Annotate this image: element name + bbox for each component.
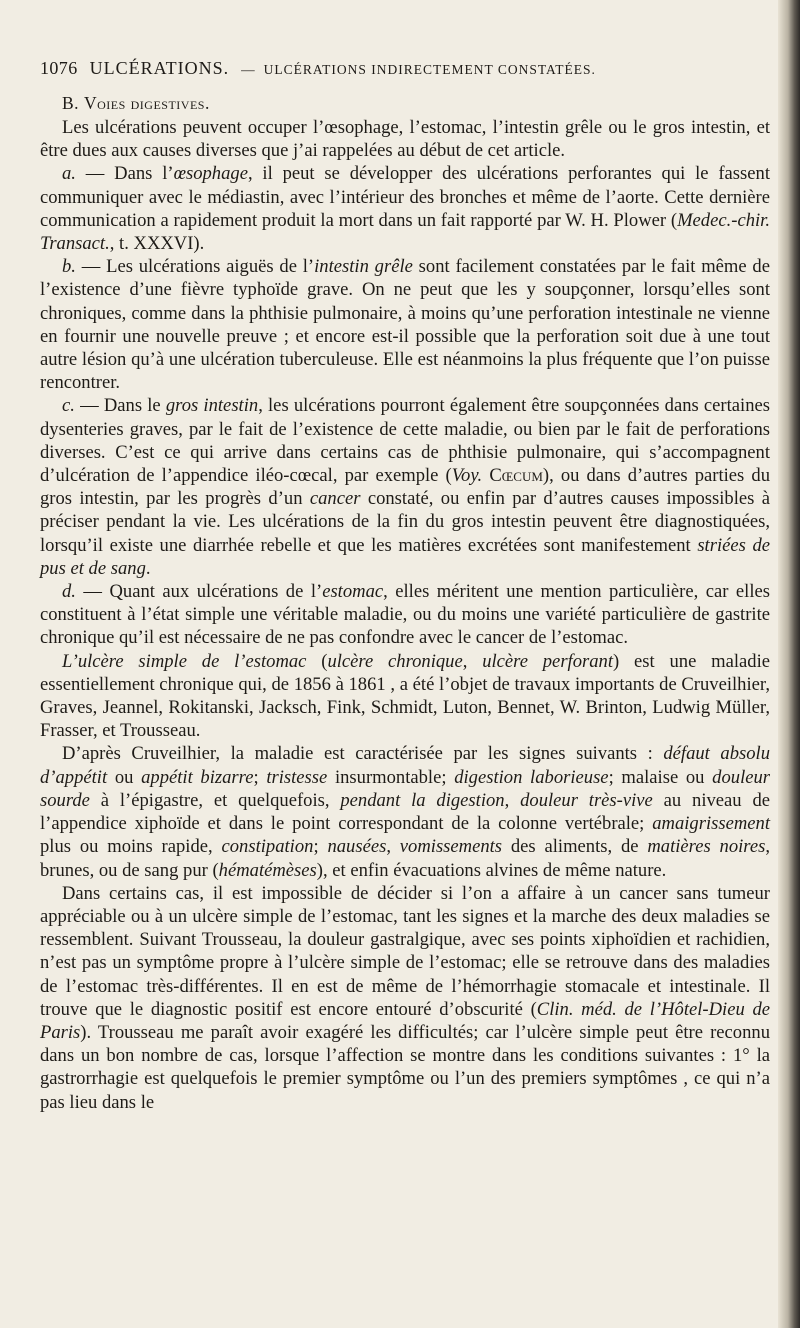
text-run: , xyxy=(386,836,400,858)
italic-text: nausées xyxy=(327,836,387,858)
paragraph xyxy=(40,394,770,580)
italic-text: intestin grêle xyxy=(314,256,413,278)
text-run: Les ulcérations peuvent occuper l’œsophage, l’estomac, l’intestin grêle ou le gros intestin, et être dues aux causes diverses que j’ai rappelées au début de cet article. xyxy=(40,117,770,162)
text-run: à l’épigastre, et quelquefois, xyxy=(89,789,341,811)
text-run: ), et enfin évacuations alvines de même nature. xyxy=(316,859,667,881)
italic-text: œsophage xyxy=(173,163,248,185)
paragraph xyxy=(40,116,770,162)
italic-text: ulcère perforant xyxy=(482,650,614,672)
italic-text: pendant la digestion xyxy=(340,789,505,811)
text-run: — Dans le xyxy=(74,395,166,417)
italic-text: L’ xyxy=(62,650,78,672)
header-subtitle: ULCÉRATIONS INDIRECTEMENT CONSTATÉES. xyxy=(263,62,596,77)
text-run: Dans certains cas, il est impossible de décider si l’on a affaire à un cancer sans tumeur appréciable ou à un ulcère simple de l’estomac, tant les signes et la marche des deux maladies se ressemblent. Suivant Trousseau, la douleur gastralgique, avec ses points xiphoïdien et rachidien, n’est pas un symptôme propre à l’ulcère simple de l’estomac; elle se retrouve dans des maladies de l’estomac très-différentes. Il en est de même de l’hémorrhagie stomacale et intestinale. Il trouve que le diagnostic positif est encore entouré d’obscurité ( xyxy=(40,882,770,1020)
small-caps-text: Cœcum xyxy=(489,465,543,487)
body-text xyxy=(40,116,770,1114)
text-run: D’après Cruveilhier, la maladie est caractérisée par les signes suivants : xyxy=(62,743,664,765)
text-run: plus ou moins rapide, xyxy=(40,836,222,858)
italic-text: ulcère chronique xyxy=(327,650,463,672)
italic-text: appétit bizarre xyxy=(141,766,254,788)
text-run: — Les ulcérations aiguës de l’ xyxy=(75,256,315,278)
italic-text: Medec.-chir. Transact. xyxy=(40,209,770,255)
italic-text: défaut absolu d’appétit xyxy=(40,743,770,788)
text-run: ). Trousseau me paraît avoir exagéré les difficultés; car l’ulcère simple peut être reconnu dans un bon nombre de cas, lorsque l’affection se montre dans les conditions suivantes : 1° la gastrorrhagie est quelquefois le premier symptôme ou l’un des premiers symptômes , ce qui n’a pas lieu dans le xyxy=(40,1021,770,1113)
italic-text: hématémèses xyxy=(218,859,317,881)
text-run: ( xyxy=(306,650,328,672)
italic-text: douleur sourde xyxy=(40,766,771,811)
text-run: sont facilement constatées par le fait même de l’existence d’une fièvre typhoïde grave. On ne peut que les y soupçonner, lorsqu’elles sont chroniques, comme dans la phthisie pulmonaire, à moins qu’une perforation intestinale ne vienne en fournir une nouvelle preuve ; et encore est-il possible que la perforation soit due à une tout autre lésion qu’à une ulcération tuberculeuse. Elle est néanmoins la plus fréquente que l’on puisse rencontrer. xyxy=(40,256,770,394)
page-edge-shadow xyxy=(778,0,800,1328)
text-run: ; xyxy=(253,766,267,788)
italic-text: cancer xyxy=(309,488,361,510)
section-letter: B. xyxy=(62,93,80,113)
header-separator: — xyxy=(241,62,256,77)
paragraph xyxy=(40,650,770,743)
italic-text: estomac xyxy=(322,581,384,603)
text-run: , elles méritent une mention particulière, car elles constituent à l’état simple une véritable maladie, ou du moins une variété particulière de gastrite chronique qu’il est nécessaire de ne pas confondre avec le cancer de l’estomac. xyxy=(40,581,770,649)
italic-text: a. xyxy=(62,163,76,185)
italic-text: Voy. xyxy=(451,465,483,487)
italic-text: Clin. méd. de l’Hôtel-Dieu de Paris xyxy=(40,998,770,1043)
text-run: , xyxy=(504,789,521,811)
paragraph xyxy=(40,742,770,881)
italic-text: amaigrissement xyxy=(652,813,770,835)
italic-text: b. xyxy=(62,256,76,278)
italic-text: tristesse xyxy=(266,766,328,788)
text-run: , il peut se développer des ulcérations perforantes qui le fassent communiquer avec le médiastin, avec l’intérieur des bronches et même de l’aorte. Cette dernière communication a rapidement produit la mort dans un fait rapporté par W. H. Plower ( xyxy=(40,163,770,231)
page-number: 1076 xyxy=(40,58,78,78)
text-run: constaté, ou enfin par d’autres causes impossibles à préciser pendant la vie. Les ulcérations de la fin du gros intestin peuvent être diagnostiquées, lorsqu’il existe une diarrhée rebelle et que les matières excrétées sont manifestement xyxy=(40,488,770,556)
italic-text: vomissements xyxy=(399,836,503,858)
text-run: , t. XXXVI). xyxy=(109,233,205,255)
italic-text: digestion laborieuse xyxy=(454,766,609,788)
italic-text: douleur très-vive xyxy=(520,789,653,811)
text-run: . xyxy=(145,557,151,579)
text-run: ) est une maladie essentiellement chronique qui, de 1856 à 1861 , a été l’objet de travaux importants de Cruveilhier, Graves, Jeannel, Rokitanski, Jacksch, Fink, Schmidt, Luton, Bennet, W. Brinton, Ludwig Müller, Frasser, et Trousseau. xyxy=(40,650,770,742)
italic-text: striées de pus et de sang xyxy=(40,534,770,579)
text-run: , les ulcérations pourront également être soupçonnées dans certaines dysenteries graves, par le fait de l’existence de cette maladie, ou bien par le fait de perforations diverses. C’est ce qui arrive dans certains cas de phthisie pulmonaire, qui s’accompagnent d’ulcération de l’appendice iléo-cœcal, par exemple ( xyxy=(40,395,770,487)
text-run: ; xyxy=(313,836,328,858)
italic-text: d. xyxy=(62,581,76,603)
paragraph xyxy=(40,882,770,1114)
italic-text: matières noires xyxy=(647,836,766,858)
book-page xyxy=(40,58,770,1114)
section-heading xyxy=(62,93,770,114)
italic-text: c. xyxy=(62,395,75,417)
italic-text: ulcère simple de l’estomac xyxy=(77,650,307,672)
text-run: , xyxy=(462,650,483,672)
text-run: , brunes, ou de sang pur ( xyxy=(40,836,771,881)
italic-text: constipation xyxy=(221,836,314,858)
paragraph xyxy=(40,255,770,394)
section-title: Voies digestives. xyxy=(83,93,210,113)
text-run: ou xyxy=(107,766,142,788)
text-run: des aliments, de xyxy=(502,836,648,858)
text-run: — Quant aux ulcérations de l’ xyxy=(75,581,323,603)
text-run: — Dans l’ xyxy=(75,163,174,185)
header-title: ULCÉRATIONS. xyxy=(89,58,230,78)
text-run: ; malaise ou xyxy=(608,766,713,788)
text-run: insurmontable; xyxy=(327,766,455,788)
paragraph xyxy=(40,162,770,255)
paragraph xyxy=(40,580,770,650)
running-header xyxy=(40,58,770,79)
text-run: au niveau de l’appendice xiphoïde et dans le point correspondant de la colonne vertébrale; xyxy=(40,789,770,835)
text-run: ), ou dans d’autres parties du gros intestin, par les progrès d’un xyxy=(40,465,770,510)
italic-text: gros intestin xyxy=(165,395,259,417)
